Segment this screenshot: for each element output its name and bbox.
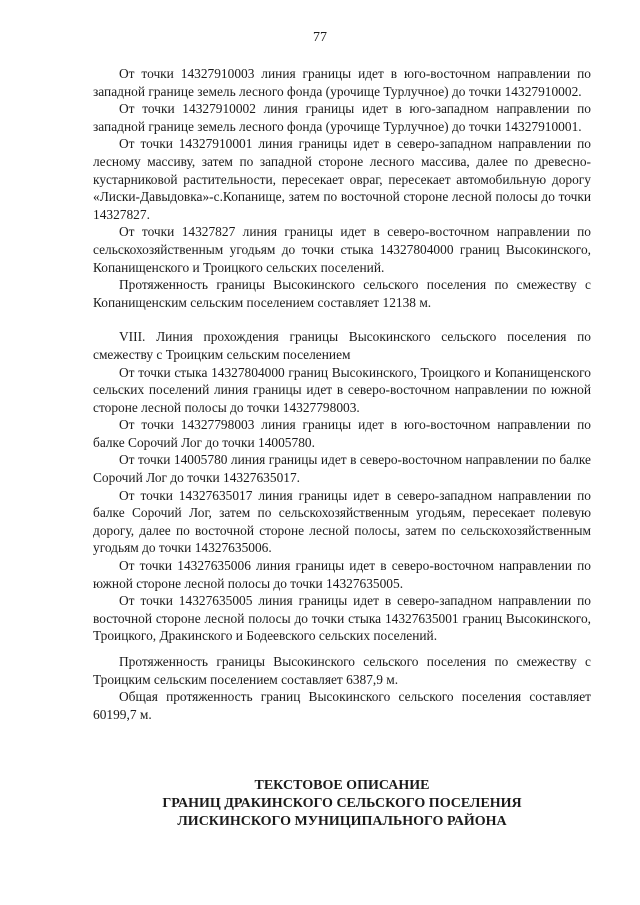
length-troitsk-paragraph: Протяженность границы Высокинского сельского поселения по смежеству с Троицким сельским поселением составляет 6387,9 м.	[93, 654, 591, 687]
section-heading	[93, 777, 591, 831]
paragraph: От точки 14005780 линия границы идет в северо-восточном направлении по балке Сорочий Лог до точки 14327635017.	[93, 452, 591, 486]
paragraph: От точки 14327635006 линия границы идет в северо-восточном направлении по южной стороне лесной полосы до точки 14327635005.	[93, 558, 591, 591]
paragraph: От точки стыка 14327804000 границ Высокинского, Троицкого и Копанищенского сельских поселений линия границы идет в северо-восточном направлении по южной стороне лесной полосы до точки 14327798003.	[93, 364, 591, 415]
spacer	[93, 645, 591, 653]
spacer	[93, 311, 591, 328]
paragraph: От точки 14327910003 линия границы идет в юго-восточном направлении по западной границе земель лесного фонда (урочище Турлучное) до точки 14327910002.	[93, 66, 591, 99]
paragraph: От точки 14327910001 линия границы идет в северо-западном направлении по лесному массиву, затем по западной стороне лесного массива, далее по древесно-кустарниковой растительности, пересекает овраг, пересекает автомобильную дорогу «Лиски-Давыдовка»-с.Копанище, затем по восточной стороне лесной полосы до точки 14327827.	[93, 136, 591, 222]
heading-line-2: ГРАНИЦ ДРАКИНСКОГО СЕЛЬСКОГО ПОСЕЛЕНИЯ	[162, 796, 522, 811]
paragraph: От точки 14327635005 линия границы идет в северо-западном направлении по восточной стороне лесной полосы до точки стыка 14327635001 границ Высокинского, Троицкого, Дракинского и Бодеевского сельских поселений.	[93, 593, 591, 644]
paragraph: От точки 14327798003 линия границы идет в юго-восточном направлении по балке Сорочий Лог до точки 14005780.	[93, 417, 591, 450]
heading-line-3: ЛИСКИНСКОГО МУНИЦИПАЛЬНОГО РАЙОНА	[177, 814, 507, 829]
paragraph: От точки 14327910002 линия границы идет в юго-западном направлении по западной границе земель лесного фонда (урочище Турлучное) до точки 14327910001.	[93, 101, 591, 134]
heading-line-1: ТЕКСТОВОЕ ОПИСАНИЕ	[254, 778, 430, 793]
page-number: 77	[313, 30, 327, 45]
paragraph: От точки 14327635017 линия границы идет в северо-западном направлении по балке Сорочий Лог, затем по сельскохозяйственным угодьям, пересекает полевую дорогу, далее по восточной стороне лесной полосы, затем по сельскохозяйственным угодьям до точки 14327635006.	[93, 487, 591, 556]
document-body	[93, 65, 591, 723]
section-title: VIII. Линия прохождения границы Высокинского сельского поселения по смежеству с Троицким сельским поселением	[93, 329, 591, 362]
paragraph: От точки 14327827 линия границы идет в северо-восточном направлении по сельскохозяйственным угодьям до точки стыка 14327804000 границ Высокинского, Копанищенского и Троицкого сельских поселений.	[93, 224, 591, 275]
total-length-paragraph: Общая протяженность границ Высокинского сельского поселения составляет 60199,7 м.	[93, 689, 591, 722]
length-kopanishche-paragraph: Протяженность границы Высокинского сельского поселения по смежеству с Копанищенским сельским поселением составляет 12138 м.	[93, 277, 591, 310]
